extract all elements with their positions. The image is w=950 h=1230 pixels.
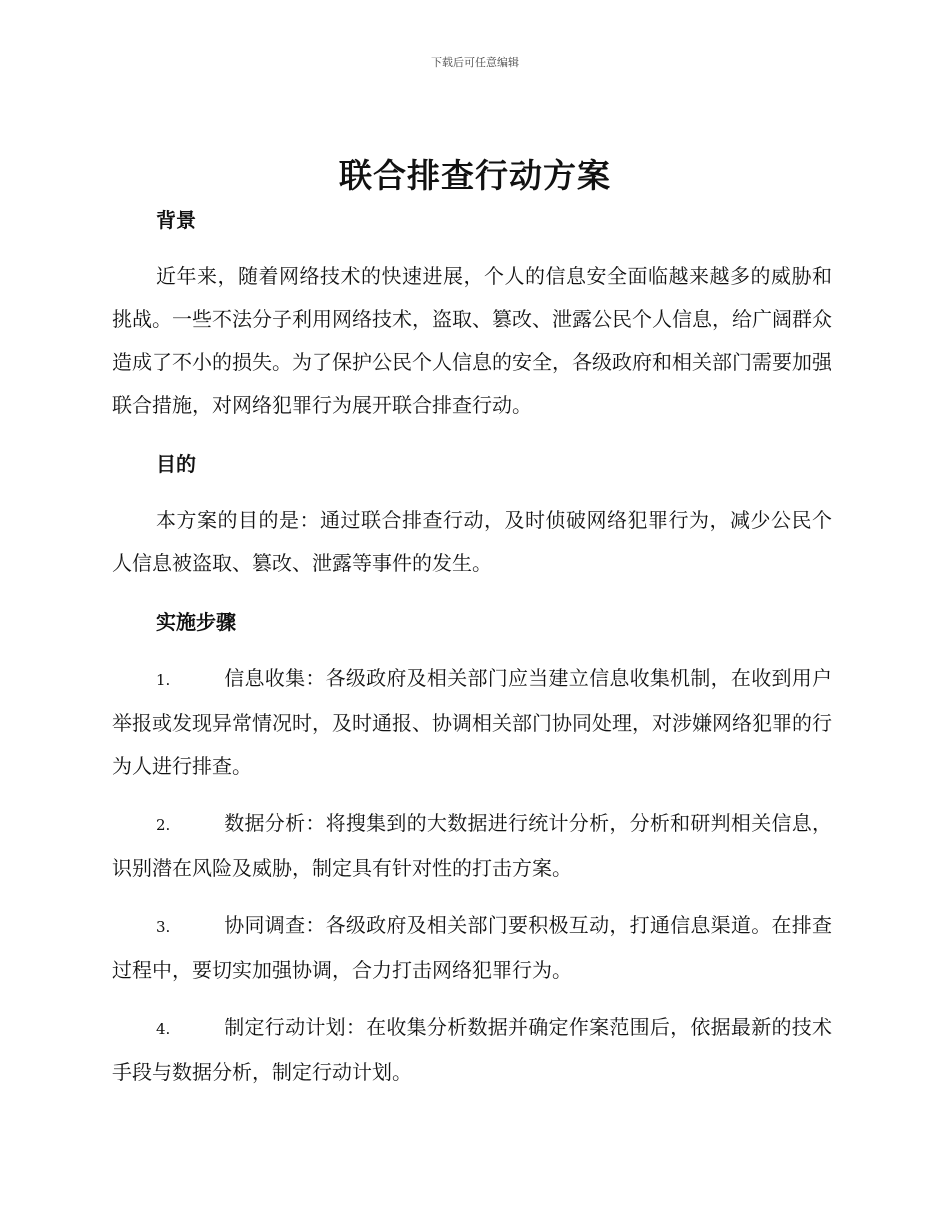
- list-item: [112, 904, 832, 992]
- list-item-text: 协同调查：各级政府及相关部门要积极互动，打通信息渠道。在排查过程中，要切实加强协调，合力打击网络犯罪行为。: [112, 913, 832, 982]
- list-item: [112, 1006, 832, 1094]
- document-body: [112, 203, 832, 1094]
- list-item-text: 制定行动计划：在收集分析数据并确定作案范围后，依据最新的技术手段与数据分析，制定行动计划。: [112, 1015, 832, 1084]
- paragraph-background: 近年来，随着网络技术的快速进展，个人的信息安全面临越来越多的威胁和挑战。一些不法分子利用网络技术，盗取、篡改、泄露公民个人信息，给广阔群众造成了不小的损失。为了保护公民个人信息的安全，各级政府和相关部门需要加强联合措施，对网络犯罪行为展开联合排查行动。: [112, 264, 832, 417]
- document-title: 联合排查行动方案: [339, 156, 611, 195]
- list-item: [112, 657, 832, 788]
- section-heading-purpose: 目的: [156, 452, 196, 476]
- list-item: [112, 802, 832, 890]
- header-note: 下载后可任意编辑: [431, 56, 519, 69]
- list-number: 2.: [156, 816, 171, 834]
- section-heading-background: 背景: [156, 208, 196, 232]
- list-number: 4.: [156, 1020, 171, 1038]
- list-number: 1.: [156, 671, 171, 689]
- list-item-text: 数据分析：将搜集到的大数据进行统计分析，分析和研判相关信息，识别潜在风险及威胁，制定具有针对性的打击方案。: [112, 811, 832, 880]
- list-number: 3.: [156, 918, 171, 936]
- paragraph-purpose: 本方案的目的是：通过联合排查行动，及时侦破网络犯罪行为，减少公民个人信息被盗取、篡改、泄露等事件的发生。: [112, 508, 832, 575]
- list-item-text: 信息收集：各级政府及相关部门应当建立信息收集机制，在收到用户举报或发现异常情况时，及时通报、协调相关部门协同处理，对涉嫌网络犯罪的行为人进行排查。: [112, 666, 832, 778]
- section-heading-steps: 实施步骤: [156, 610, 236, 634]
